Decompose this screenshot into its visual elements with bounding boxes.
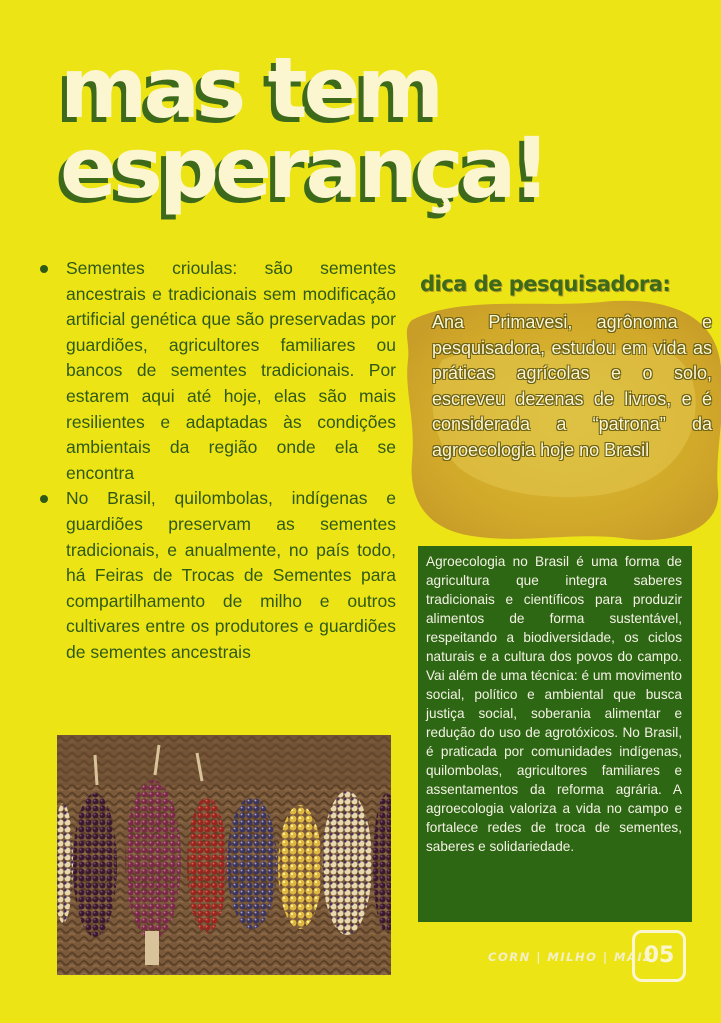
corn-photo [57,735,391,975]
bullet-list [36,256,396,666]
headline [60,39,700,217]
tip-text: Ana Primavesi, agrônoma e pesquisadora, estudou em vida as práticas agrícolas e o solo, escreveu dezenas de livros, e é considerada a “patrona” da agroecologia hoje no Brasil [432,312,712,460]
headline-line-1: mas tem [60,39,441,137]
agroecology-text: Agroecologia no Brasil é uma forma de agricultura que integra saberes tradicionais e científicos para produzir alimentos de forma sustentável, respeitando a biodiversidade, os ciclos naturais e a cultura dos povos do campo. Vai além de uma técnica: é um movimento social, político e ambiental que busca justiça social, soberania alimentar e redução do uso de agrotóxicos. No Brasil, é praticada por comunidades indígenas, quilombolas, agricultores familiares e assentamentos da reforma agrária. A agroecologia valoriza a vida no campo e fortalece redes de troca de sementes, saberes e solidariedade. [426,554,682,854]
footer-label: CORN | MILHO | MAIZ [488,950,654,964]
bullet-icon [40,265,48,273]
agroecology-info-box [418,546,692,922]
corn-cobs-illustration [57,735,391,975]
bullet-text: Sementes crioulas: são sementes ancestrais e tradicionais sem modificação artificial genética que são preservadas por guardiões, agricultores familiares ou bancos de sementes tradicionais. Por estarem aqui até hoje, elas são mais resilientes e adaptadas às condições ambientais da região onde ela se encontra [66,258,396,483]
list-item [36,256,396,486]
bullet-text: No Brasil, quilombolas, indígenas e guardiões preservam as sementes tradicionais, e anualmente, no país todo, há Feiras de Trocas de Sementes para compartilhamento de milho e outros cultivares entre os produtores e guardiões de sementes ancestrais [66,488,396,662]
tip-title: dica de pesquisadora: [420,272,671,296]
headline-line-2: esperança! [60,119,547,217]
bullet-icon [40,495,48,503]
page-number: 05 [632,930,686,982]
list-item [36,486,396,665]
